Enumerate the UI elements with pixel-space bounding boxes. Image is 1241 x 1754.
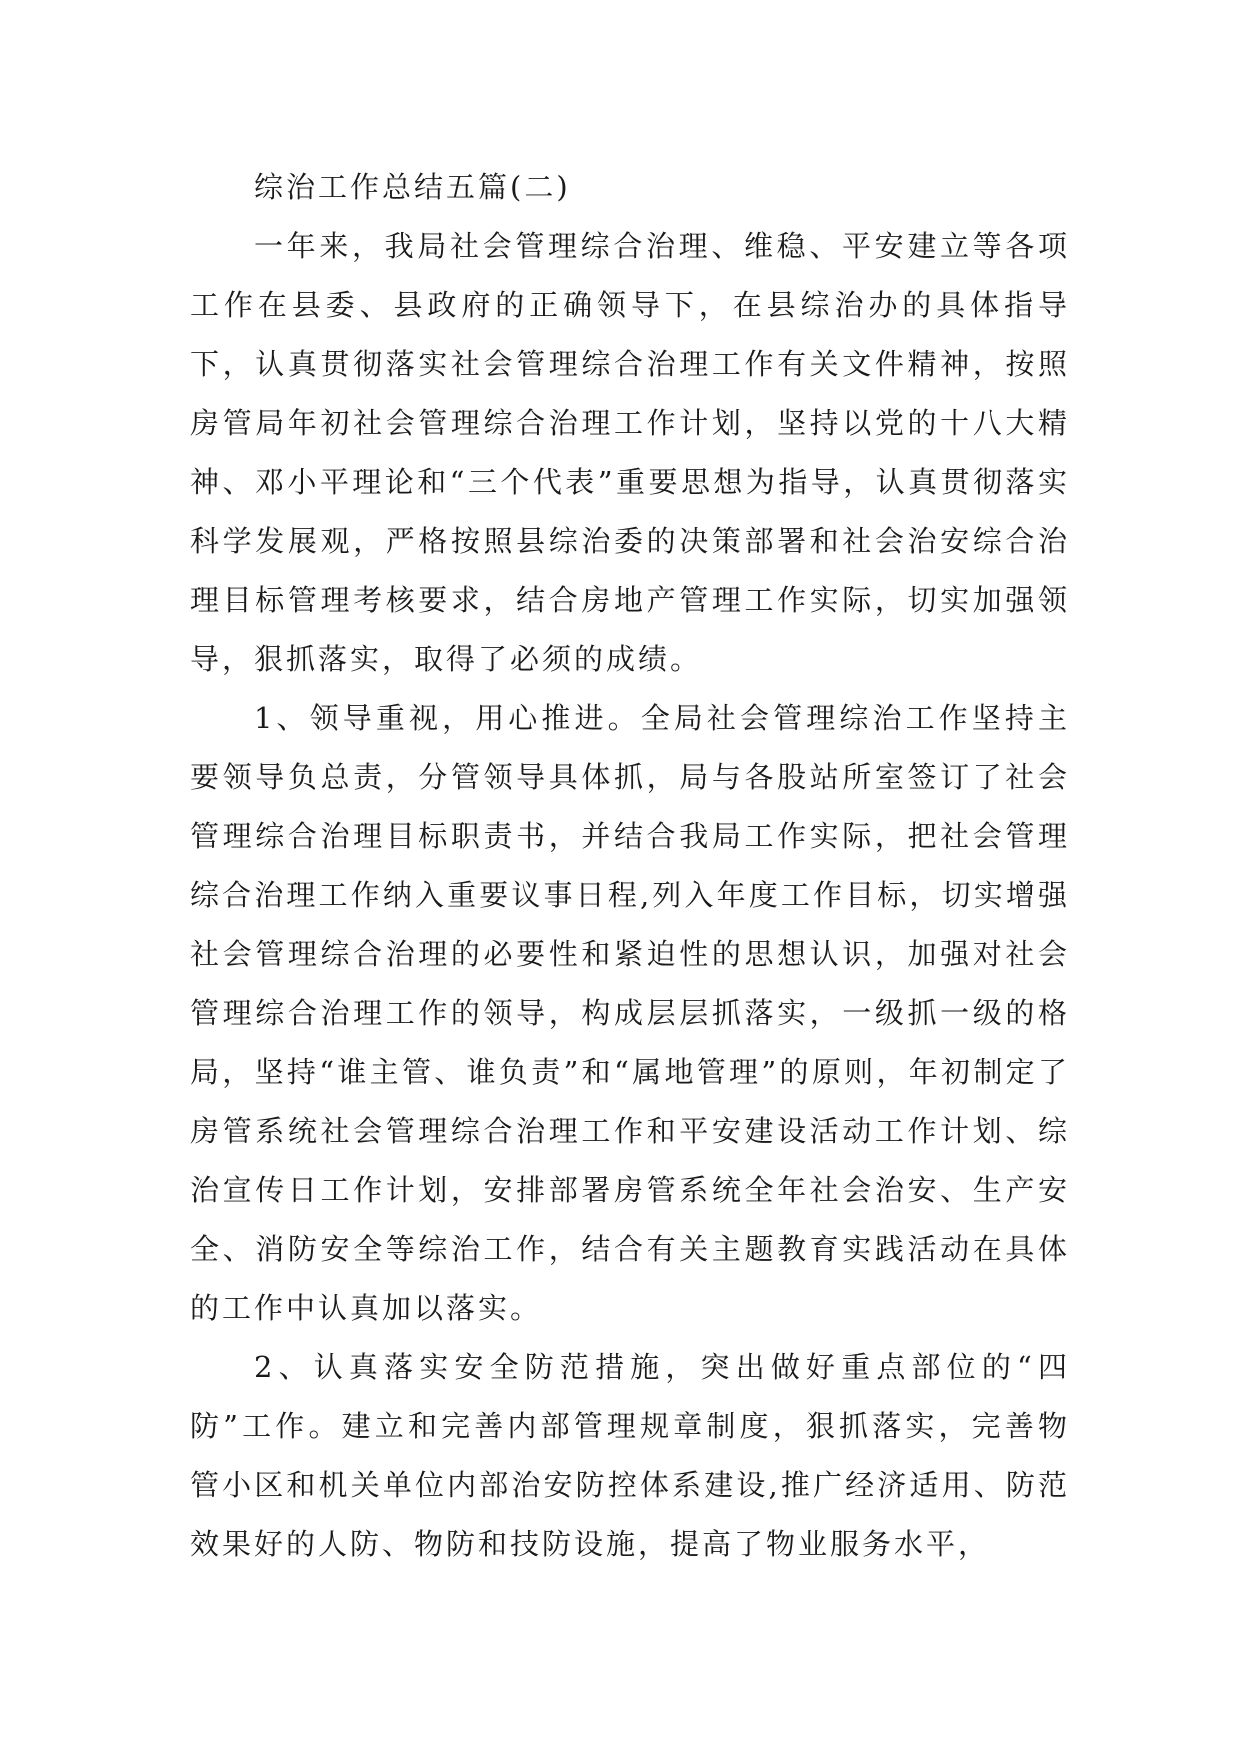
document-title: 综治工作总结五篇(二) (254, 170, 571, 204)
paragraph-section-1: 1、领导重视，用心推进。全局社会管理综治工作坚持主要领导负总责，分管领导具体抓，局与各股站所室签订了社会管理综合治理目标职责书，并结合我局工作实际，把社会管理综合治理工作纳入重要议事日程,列入年度工作目标，切实增强社会管理综合治理的必要性和紧迫性的思想认识，加强对社会管理综合治理工作的领导，构成层层抓落实，一级抓一级的格局，坚持“谁主管、谁负责”和“属地管理”的原则，年初制定了房管系统社会管理综合治理工作和平安建设活动工作计划、综治宣传日工作计划，安排部署房管系统全年社会治安、生产安全、消防安全等综治工作，结合有关主题教育实践活动在具体的工作中认真加以落实。 (190, 701, 1070, 1325)
paragraph-intro: 一年来，我局社会管理综合治理、维稳、平安建立等各项工作在县委、县政府的正确领导下，在县综治办的具体指导下，认真贯彻落实社会管理综合治理工作有关文件精神，按照房管局年初社会管理综合治理工作计划，坚持以党的十八大精神、邓小平理论和“三个代表”重要思想为指导，认真贯彻落实科学发展观，严格按照县综治委的决策部署和社会治安综合治理目标管理考核要求，结合房地产管理工作实际，切实加强领导，狠抓落实，取得了必须的成绩。 (190, 229, 1070, 676)
document-body (190, 158, 1070, 1574)
paragraph-section-2: 2、认真落实安全防范措施，突出做好重点部位的“四防”工作。建立和完善内部管理规章制度，狠抓落实，完善物管小区和机关单位内部治安防控体系建设,推广经济适用、防范效果好的人防、物防和技防设施，提高了物业服务水平， (190, 1350, 1070, 1561)
